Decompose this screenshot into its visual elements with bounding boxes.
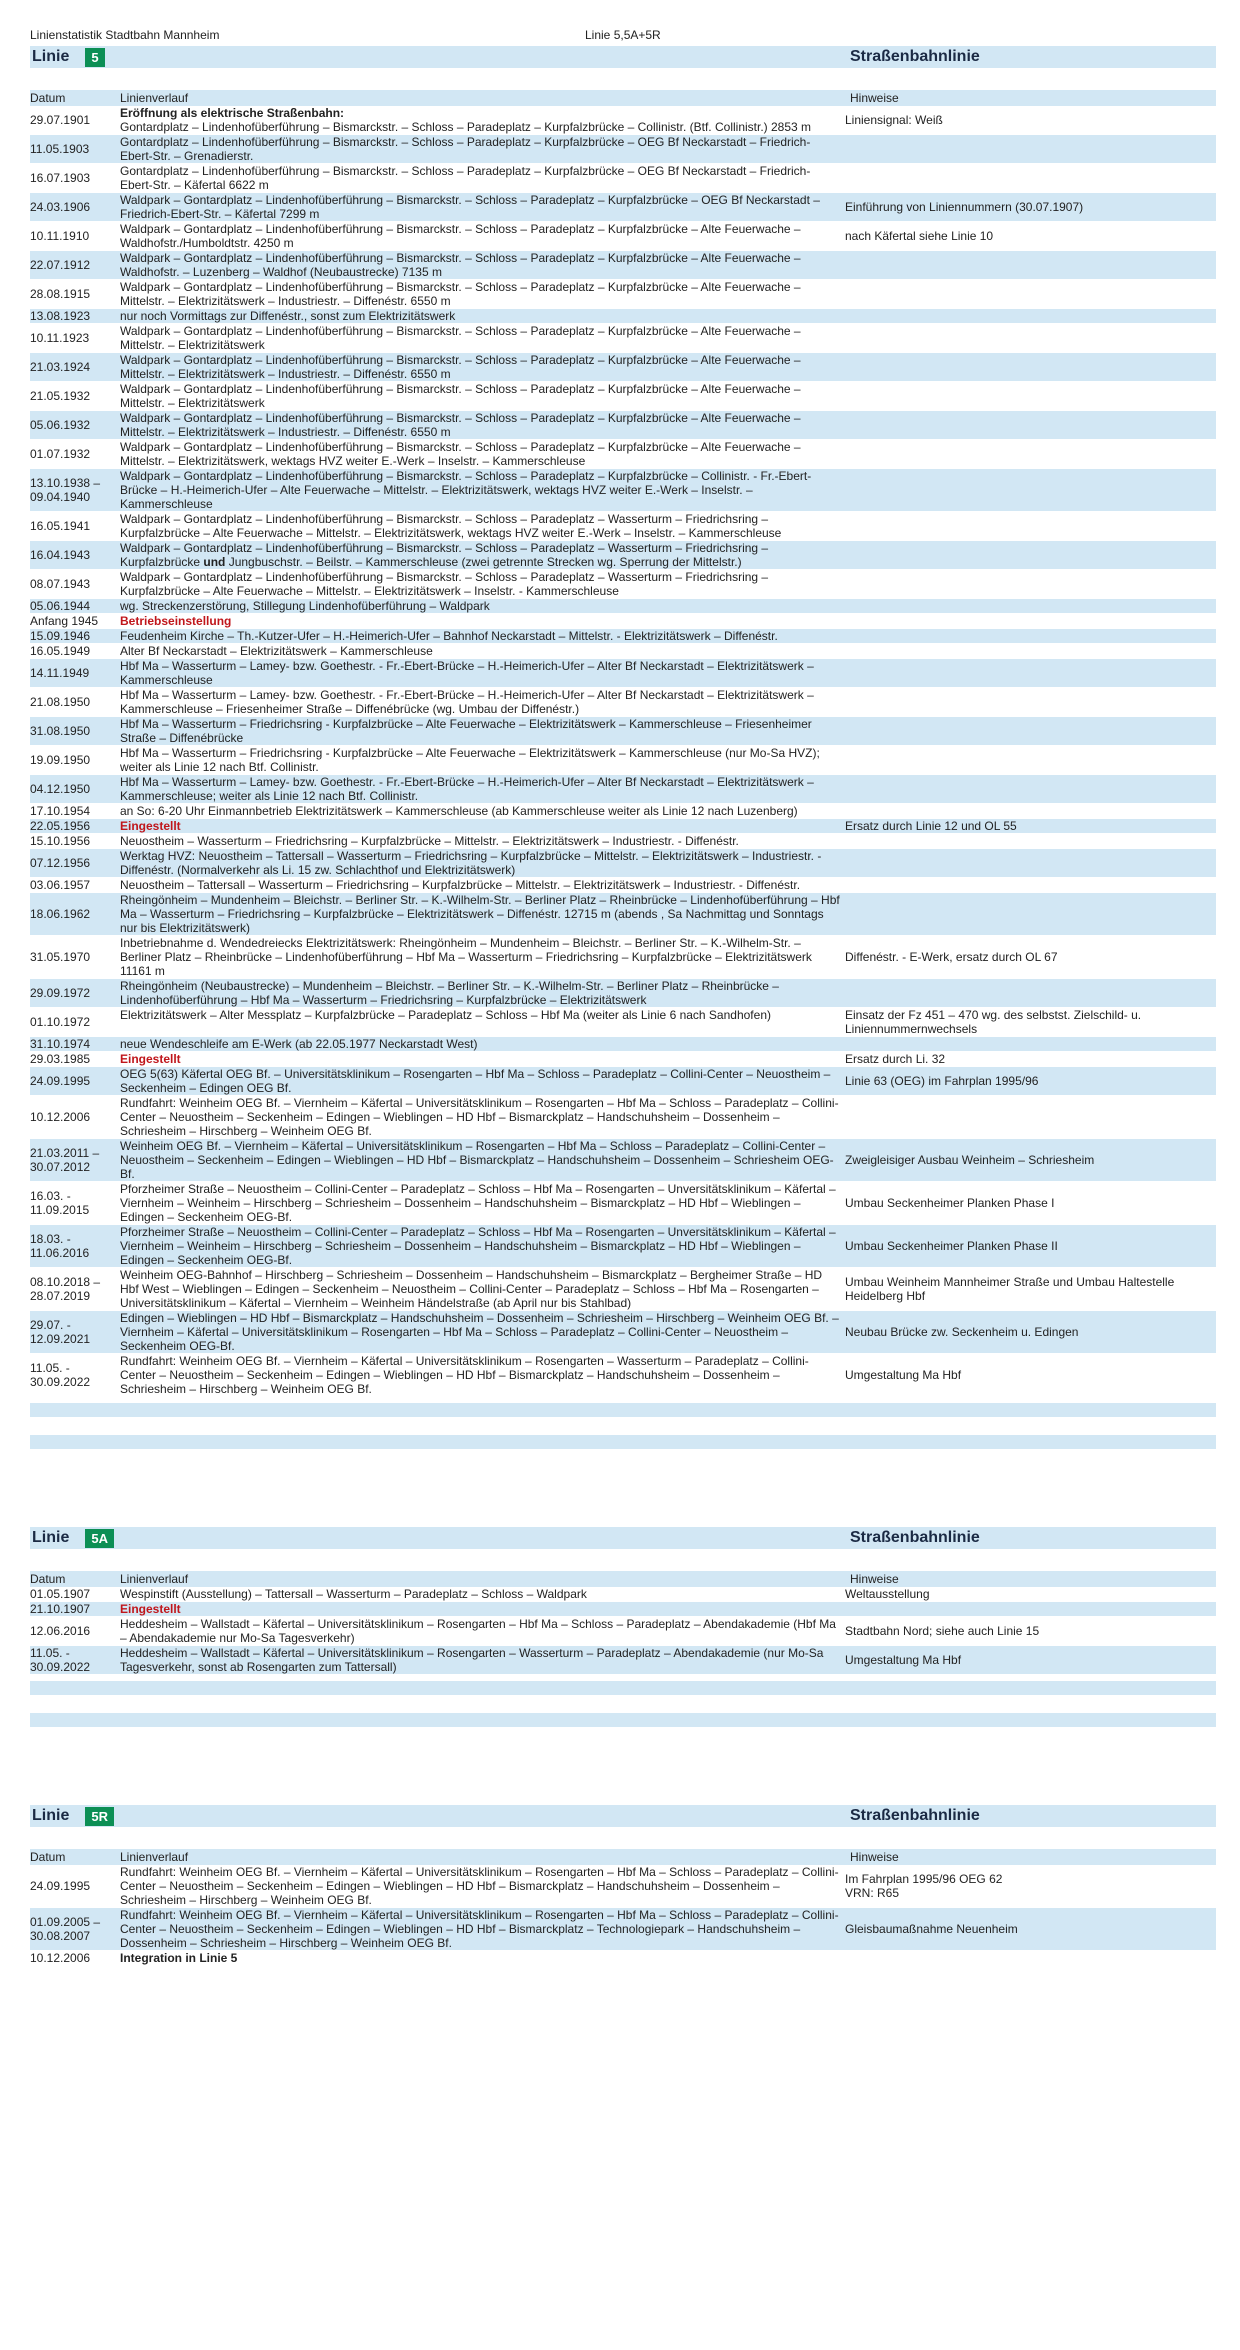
row-note	[840, 309, 1216, 324]
column-date: Datum	[30, 1850, 66, 1864]
row-date: 11.05. - 30.09.2022	[30, 1646, 120, 1675]
column-date: Datum	[30, 91, 66, 105]
row-note: Zweigleisiger Ausbau Weinheim – Schriesheim	[840, 1139, 1216, 1182]
row-date: 21.05.1932	[30, 382, 120, 411]
empty-band	[30, 1713, 1216, 1727]
row-note: Einsatz der Fz 451 – 470 wg. des selbstst. Zielschild- u. Liniennummernwechsels	[840, 1008, 1216, 1037]
row-route: Pforzheimer Straße – Neuostheim – Collini-Center – Paradeplatz – Schloss – Hbf Ma – Rosengarten – Unversitätsklinikum – Käfertal – Viernheim – Weinheim – Hirschberg – Schriesheim – Dossenheim – Handschuhsheim – Bismarckplatz – HD Hbf – Wieblingen – Edingen – Seckenheim OEG-Bf.	[120, 1182, 840, 1225]
row-date: 28.08.1915	[30, 280, 120, 309]
row-route: Alter Bf Neckarstadt – Elektrizitätswerk – Kammerschleuse	[120, 644, 840, 659]
row-route: Hbf Ma – Wasserturm – Lamey- bzw. Goethestr. - Fr.-Ebert-Brücke – H.-Heimerich-Ufer – Alter Bf Neckarstadt – Elektrizitätswerk – Kammerschleuse	[120, 659, 840, 688]
column-header-row	[30, 90, 1216, 106]
row-date: 16.03. - 11.09.2015	[30, 1182, 120, 1225]
table-row	[30, 135, 1216, 164]
row-note	[840, 570, 1216, 599]
row-date: 22.07.1912	[30, 251, 120, 280]
line-title: Straßenbahnlinie	[850, 1807, 980, 1824]
row-note: Umgestaltung Ma Hbf	[840, 1354, 1216, 1397]
route-bold-text: Eröffnung als elektrische Straßenbahn:	[120, 106, 345, 120]
empty-band	[30, 1403, 1216, 1417]
row-route: Pforzheimer Straße – Neuostheim – Collini-Center – Paradeplatz – Schloss – Hbf Ma – Rosengarten – Unversitätsklinikum – Käfertal – Viernheim – Weinheim – Hirschberg – Schriesheim – Dossenheim – Handschuhsheim – Bismarckplatz – HD Hbf – Wieblingen – Edingen – Seckenheim OEG-Bf.	[120, 1225, 840, 1268]
line-title: Straßenbahnlinie	[850, 48, 980, 65]
table-row	[30, 614, 1216, 629]
route-bold-word: und	[203, 555, 226, 569]
row-date: 10.11.1923	[30, 324, 120, 353]
route-bold-text: Integration in Linie 5	[120, 1951, 238, 1965]
table-row	[30, 222, 1216, 251]
row-route: Heddesheim – Wallstadt – Käfertal – Universitätsklinikum – Rosengarten – Hbf Ma – Schloss – Paradeplatz – Abendakademie (Hbf Ma – Abendakademie nur Mo-Sa Tagesverkehr)	[120, 1617, 840, 1646]
row-date: 05.06.1932	[30, 411, 120, 440]
row-note	[840, 135, 1216, 164]
row-date: 05.06.1944	[30, 599, 120, 614]
row-date: 15.09.1946	[30, 629, 120, 644]
row-note: Umgestaltung Ma Hbf	[840, 1646, 1216, 1675]
row-date: 01.10.1972	[30, 1008, 120, 1037]
row-date: 21.03.1924	[30, 353, 120, 382]
row-route: Hbf Ma – Wasserturm – Friedrichsring - Kurpfalzbrücke – Alte Feuerwache – Elektrizitätswerk – Kammerschleuse – Friesenheimer Straße – Diffenébrücke	[120, 717, 840, 746]
row-route: Heddesheim – Wallstadt – Käfertal – Universitätsklinikum – Rosengarten – Wasserturm – Paradeplatz – Abendakademie (nur Mo-Sa Tagesverkehr, sonst ab Rosengarten zum Tattersall)	[120, 1646, 840, 1675]
line-section	[30, 46, 1216, 1449]
row-route: Wespinstift (Ausstellung) – Tattersall – Wasserturm – Paradeplatz – Schloss – Waldpark	[120, 1587, 840, 1602]
table-row	[30, 1096, 1216, 1139]
empty-band	[30, 1435, 1216, 1449]
row-note	[840, 251, 1216, 280]
row-route: Waldpark – Gontardplatz – Lindenhofüberführung – Bismarckstr. – Schloss – Paradeplatz – Kurpfalzbrücke – Alte Feuerwache – Mittelstr. – Elektrizitätswerk – Industriestr. – Diffenéstr. 6550 m	[120, 280, 840, 309]
row-route: Waldpark – Gontardplatz – Lindenhofüberführung – Bismarckstr. – Schloss – Paradeplatz – Kurpfalzbrücke – OEG Bf Neckarstadt – Friedrich-Ebert-Str. – Käfertal 7299 m	[120, 193, 840, 222]
row-note	[840, 849, 1216, 878]
row-date: 11.05. - 30.09.2022	[30, 1354, 120, 1397]
row-date: 19.09.1950	[30, 746, 120, 775]
row-route	[120, 1602, 840, 1617]
header-gap	[30, 1549, 1216, 1571]
table-row	[30, 309, 1216, 324]
table-row	[30, 1008, 1216, 1037]
header-gap	[30, 1827, 1216, 1849]
row-note: Einführung von Liniennummern (30.07.1907)	[840, 193, 1216, 222]
row-route: Rundfahrt: Weinheim OEG Bf. – Viernheim – Käfertal – Universitätsklinikum – Rosengarten – Hbf Ma – Schloss – Paradeplatz – Collini-Center – Neuostheim – Seckenheim – Edingen – Wieblingen – HD Hbf – Bismarckplatz – Handschuhsheim – Dossenheim – Schriesheim – Hirschberg – Weinheim OEG Bf.	[120, 1865, 839, 1907]
row-date: 16.04.1943	[30, 541, 120, 570]
row-date: 13.08.1923	[30, 309, 120, 324]
table-row	[30, 936, 1216, 979]
row-date: 21.08.1950	[30, 688, 120, 717]
line-label: Linie	[32, 1807, 70, 1824]
row-note: Ersatz durch Linie 12 und OL 55	[840, 819, 1216, 834]
row-route: Inbetriebnahme d. Wendedreiecks Elektrizitätswerk: Rheingönheim – Mundenheim – Bleichstr. – Berliner Str. – K.-Wilhelm-Str. – Berliner Platz – Rheinbrücke – Lindenhofüberführung – Hbf Ma – Wasserturm – Friedrichsring – Kurpfalzbrücke – Elektrizitätswerk 11161 m	[120, 936, 840, 979]
route-status-text: Eingestellt	[120, 1602, 181, 1616]
row-date: 29.07. - 12.09.2021	[30, 1311, 120, 1354]
header-center: Linie 5,5A+5R	[585, 28, 661, 42]
row-route: Gontardplatz – Lindenhofüberführung – Bismarckstr. – Schloss – Paradeplatz – Kurpfalzbrücke – OEG Bf Neckarstadt – Friedrich-Ebert-Str. – Käfertal 6622 m	[120, 164, 840, 193]
table-row	[30, 1225, 1216, 1268]
row-note	[840, 688, 1216, 717]
table-row	[30, 979, 1216, 1008]
row-route: Gontardplatz – Lindenhofüberführung – Bismarckstr. – Schloss – Paradeplatz – Kurpfalzbrücke – OEG Bf Neckarstadt – Friedrich-Ebert-Str. – Grenadierstr.	[120, 135, 840, 164]
row-date: 03.06.1957	[30, 878, 120, 893]
header-left: Linienstatistik Stadtbahn Mannheim	[30, 28, 220, 42]
table-row	[30, 541, 1216, 570]
table-row	[30, 1182, 1216, 1225]
column-notes: Hinweise	[850, 1850, 899, 1864]
page-header	[30, 28, 1216, 44]
row-note	[840, 1096, 1216, 1139]
table-row	[30, 849, 1216, 878]
table-row	[30, 629, 1216, 644]
row-route: Waldpark – Gontardplatz – Lindenhofüberführung – Bismarckstr. – Schloss – Paradeplatz – Kurpfalzbrücke – Alte Feuerwache – Waldhofstr./Humboldtstr. 4250 m	[120, 222, 840, 251]
table-row	[30, 659, 1216, 688]
row-note: nach Käfertal siehe Linie 10	[840, 222, 1216, 251]
row-note	[840, 541, 1216, 570]
table-row	[30, 1037, 1216, 1052]
row-date: 11.05.1903	[30, 135, 120, 164]
row-route: Neuostheim – Tattersall – Wasserturm – Friedrichsring – Kurpfalzbrücke – Mittelstr. – Elektrizitätswerk – Industriestr. - Diffenéstr.	[120, 878, 840, 893]
history-table	[30, 106, 1216, 1397]
table-row	[30, 324, 1216, 353]
table-row	[30, 878, 1216, 893]
route-status-text: Eingestellt	[120, 1052, 181, 1066]
row-route	[120, 819, 840, 834]
row-note: Umbau Weinheim Mannheimer Straße und Umbau Haltestelle Heidelberg Hbf	[840, 1268, 1216, 1311]
line-section	[30, 1727, 1216, 1966]
table-row	[30, 280, 1216, 309]
line-title: Straßenbahnlinie	[850, 1529, 980, 1546]
row-route: Feudenheim Kirche – Th.-Kutzer-Ufer – H.-Heimerich-Ufer – Bahnhof Neckarstadt – Mittelstr. - Elektrizitätswerk – Diffenéstr.	[120, 629, 840, 644]
row-date: 10.12.2006	[30, 1951, 120, 1966]
row-route: Waldpark – Gontardplatz – Lindenhofüberführung – Bismarckstr. – Schloss – Paradeplatz – Wasserturm – Friedrichsring – Kurpfalzbrücke – Alte Feuerwache – Mittelstr. – Elektrizitätswerk, wektags HVZ weiter E.-Werk – Inselstr. – Kammerschleuse	[120, 512, 840, 541]
row-note	[840, 1037, 1216, 1052]
row-date: 15.10.1956	[30, 834, 120, 849]
table-row	[30, 469, 1216, 512]
row-note: Ersatz durch Li. 32	[840, 1052, 1216, 1067]
row-route: Edingen – Wieblingen – HD Hbf – Bismarckplatz – Handschuhsheim – Dossenheim – Schriesheim – Hirschberg – Weinheim OEG Bf. – Viernheim – Käfertal – Universitätsklinikum – Rosengarten – Hbf Ma – Schloss – Paradeplatz – Collini-Center – Neuostheim – Seckenheim OEG-Bf.	[120, 1311, 839, 1353]
table-row	[30, 834, 1216, 849]
table-row	[30, 1311, 1216, 1354]
row-date: 14.11.1949	[30, 659, 120, 688]
row-date: 29.07.1901	[30, 106, 120, 135]
table-row	[30, 440, 1216, 469]
row-route: wg. Streckenzerstörung, Stillegung Lindenhofüberführung – Waldpark	[120, 599, 840, 614]
route-status-text: Betriebseinstellung	[120, 614, 232, 628]
row-note: Neubau Brücke zw. Seckenheim u. Edingen	[840, 1311, 1216, 1354]
row-note: Umbau Seckenheimer Planken Phase I	[840, 1182, 1216, 1225]
table-row	[30, 746, 1216, 775]
row-note	[840, 469, 1216, 512]
row-route: Weinheim OEG-Bahnhof – Hirschberg – Schriesheim – Dossenheim – Handschuhsheim – Bismarckplatz – Bergheimer Straße – HD Hbf West – Wieblingen – Edingen – Seckenheim – Neuostheim – Collini-Center – Paradeplatz – Schloss – Hbf Ma – Rosengarten – Universitätsklinikum – Käfertal – Viernheim – Weinheim Händelstraße (ab April nur bis Stahlbad)	[120, 1268, 840, 1311]
table-row	[30, 775, 1216, 804]
row-route: Werktag HVZ: Neuostheim – Tattersall – Wasserturm – Friedrichsring – Kurpfalzbrücke – Mittelstr. – Elektrizitätswerk – Industriestr. - Diffenéstr. (Normalverkehr als Li. 15 zw. Schlachthof und Elektrizitätswerk)	[120, 849, 840, 878]
row-route: Weinheim OEG Bf. – Viernheim – Käfertal – Universitätsklinikum – Rosengarten – Hbf Ma – Schloss – Paradeplatz – Collini-Center – Neuostheim – Seckenheim – Edingen – Wieblingen – HD Hbf – Bismarckplatz – Handschuhsheim – Dossenheim – Schriesheim OEG-Bf.	[120, 1139, 840, 1182]
row-route: Waldpark – Gontardplatz – Lindenhofüberführung – Bismarckstr. – Schloss – Paradeplatz – Wasserturm – Friedrichsring – Kurpfalzbrücke – Alte Feuerwache – Mittelstr. – Elektrizitätswerk – Inselstr. - Kammerschleuse	[120, 570, 840, 599]
row-route: nur noch Vormittags zur Diffenéstr., sonst zum Elektrizitätswerk	[120, 309, 840, 324]
line-label: Linie	[32, 1529, 70, 1546]
row-note	[840, 324, 1216, 353]
row-date: 22.05.1956	[30, 819, 120, 834]
row-date: 21.10.1907	[30, 1602, 120, 1617]
line-badge: 5	[85, 48, 104, 67]
history-table	[30, 1587, 1216, 1675]
row-note	[840, 893, 1216, 936]
table-row	[30, 893, 1216, 936]
row-note: Stadtbahn Nord; siehe auch Linie 15	[840, 1617, 1216, 1646]
column-date: Datum	[30, 1572, 66, 1586]
sections	[30, 46, 1216, 1966]
table-row	[30, 1354, 1216, 1397]
row-route: Elektrizitätswerk – Alter Messplatz – Kurpfalzbrücke – Paradeplatz – Schloss – Hbf Ma (weiter als Linie 6 nach Sandhofen)	[120, 1008, 840, 1037]
table-row	[30, 106, 1216, 135]
row-date: 16.07.1903	[30, 164, 120, 193]
row-date: 29.03.1985	[30, 1052, 120, 1067]
row-date: 13.10.1938 – 09.04.1940	[30, 469, 120, 512]
row-note	[840, 878, 1216, 893]
row-note	[840, 804, 1216, 819]
column-header-row	[30, 1849, 1216, 1865]
row-date: 24.03.1906	[30, 193, 120, 222]
row-date: 08.10.2018 – 28.07.2019	[30, 1268, 120, 1311]
row-date: 21.03.2011 – 30.07.2012	[30, 1139, 120, 1182]
table-row	[30, 570, 1216, 599]
table-row	[30, 717, 1216, 746]
row-route: neue Wendeschleife am E-Werk (ab 22.05.1977 Neckarstadt West)	[120, 1037, 840, 1052]
line-label: Linie	[32, 48, 70, 65]
table-row	[30, 164, 1216, 193]
row-note	[840, 164, 1216, 193]
table-row	[30, 1268, 1216, 1311]
column-notes: Hinweise	[850, 1572, 899, 1586]
row-note: Liniensignal: Weiß	[840, 106, 1216, 135]
row-route: Waldpark – Gontardplatz – Lindenhofüberführung – Bismarckstr. – Schloss – Paradeplatz – Kurpfalzbrücke – Alte Feuerwache – Mittelstr. – Elektrizitätswerk – Industriestr. – Diffenéstr. 6550 m	[120, 411, 840, 440]
row-date: 04.12.1950	[30, 775, 120, 804]
row-date: 31.08.1950	[30, 717, 120, 746]
row-note	[840, 775, 1216, 804]
row-note: Linie 63 (OEG) im Fahrplan 1995/96	[840, 1067, 1216, 1096]
row-date: 16.05.1949	[30, 644, 120, 659]
table-row	[30, 1587, 1216, 1602]
row-route: Rheingönheim – Mundenheim – Bleichstr. – Berliner Str. – K.-Wilhelm-Str. – Berliner Platz – Rheinbrücke – Lindenhofüberführung – Hbf Ma – Wasserturm – Friedrichsring – Kurpfalzbrücke – Elektrizitätswerk – Diffenéstr. 12715 m (abends , Sa Nachmittag und Sonntags nur bis Elektrizitätswerk)	[120, 893, 840, 935]
row-route	[120, 614, 840, 629]
row-note	[840, 1951, 1216, 1966]
row-route: Hbf Ma – Wasserturm – Lamey- bzw. Goethestr. - Fr.-Ebert-Brücke – H.-Heimerich-Ufer – Alter Bf Neckarstadt – Elektrizitätswerk – Kammerschleuse – Friesenheimer Straße – Diffenébrücke (wg. Umbau der Diffenéstr.)	[120, 688, 840, 717]
line-badge: 5R	[85, 1807, 114, 1826]
row-route: Rheingönheim (Neubaustrecke) – Mundenheim – Bleichstr. – Berliner Str. – K.-Wilhelm-Str. – Berliner Platz – Rheinbrücke – Lindenhofüberführung – Hbf Ma – Wasserturm – Friedrichsring – Kurpfalzbrücke – Elektrizitätswerk	[120, 979, 840, 1008]
row-route: Rundfahrt: Weinheim OEG Bf. – Viernheim – Käfertal – Universitätsklinikum – Rosengarten – Hbf Ma – Schloss – Paradeplatz – Collini-Center – Neuostheim – Seckenheim – Edingen – Wieblingen – HD Hbf – Bismarckplatz – Technologiepark – Handschuhsheim – Dossenheim – Schriesheim – Hirschberg – Weinheim OEG Bf.	[120, 1908, 839, 1950]
line-section	[30, 1449, 1216, 1727]
column-route: Linienverlauf	[120, 1850, 189, 1864]
row-route: Waldpark – Gontardplatz – Lindenhofüberführung – Bismarckstr. – Schloss – Paradeplatz – Kurpfalzbrücke – Alte Feuerwache – Mittelstr. – Elektrizitätswerk	[120, 382, 840, 411]
table-row	[30, 688, 1216, 717]
row-route: Rundfahrt: Weinheim OEG Bf. – Viernheim – Käfertal – Universitätsklinikum – Rosengarten – Wasserturm – Paradeplatz – Collini-Center – Neuostheim – Seckenheim – Edingen – Wieblingen – HD Hbf – Bismarckplatz – Handschuhsheim – Dossenheim – Schriesheim – Hirschberg – Weinheim OEG Bf.	[120, 1354, 840, 1397]
row-note: Weltausstellung	[840, 1587, 1216, 1602]
header-gap	[30, 68, 1216, 90]
line-header	[30, 1527, 1216, 1549]
table-row	[30, 1646, 1216, 1675]
row-date: 01.09.2005 – 30.08.2007	[30, 1908, 120, 1951]
row-route: Hbf Ma – Wasserturm – Lamey- bzw. Goethestr. - Fr.-Ebert-Brücke – H.-Heimerich-Ufer – Alter Bf Neckarstadt – Elektrizitätswerk – Kammerschleuse; weiter als Linie 12 nach Btf. Collinistr.	[120, 775, 840, 804]
table-row	[30, 382, 1216, 411]
row-note	[840, 614, 1216, 629]
table-row	[30, 251, 1216, 280]
table-row	[30, 1951, 1216, 1966]
history-table	[30, 1865, 1216, 1966]
row-note	[840, 440, 1216, 469]
line-badge: 5A	[85, 1529, 114, 1548]
table-row	[30, 1139, 1216, 1182]
table-row	[30, 193, 1216, 222]
row-date: 17.10.1954	[30, 804, 120, 819]
line-header	[30, 46, 1216, 68]
line-header	[30, 1805, 1216, 1827]
row-route: Waldpark – Gontardplatz – Lindenhofüberführung – Bismarckstr. – Schloss – Paradeplatz – Kurpfalzbrücke – Alte Feuerwache – Mittelstr. – Elektrizitätswerk – Industriestr. – Diffenéstr. 6550 m	[120, 353, 840, 382]
row-note	[840, 746, 1216, 775]
row-note	[840, 512, 1216, 541]
row-note: Gleisbaumaßnahme Neuenheim	[840, 1908, 1216, 1951]
table-row	[30, 1067, 1216, 1096]
row-route: Waldpark – Gontardplatz – Lindenhofüberführung – Bismarckstr. – Schloss – Paradeplatz – Kurpfalzbrücke – Alte Feuerwache – Waldhofstr. – Luzenberg – Waldhof (Neubaustrecke) 7135 m	[120, 251, 840, 280]
table-row	[30, 1617, 1216, 1646]
table-row	[30, 512, 1216, 541]
row-date: 18.06.1962	[30, 893, 120, 936]
row-date: 01.05.1907	[30, 1587, 120, 1602]
row-note	[840, 659, 1216, 688]
row-route	[120, 1052, 840, 1067]
table-row	[30, 1865, 1216, 1908]
table-row	[30, 804, 1216, 819]
row-note	[840, 834, 1216, 849]
row-route: Hbf Ma – Wasserturm – Friedrichsring - Kurpfalzbrücke – Alte Feuerwache – Elektrizitätswerk – Kammerschleuse (nur Mo-Sa HVZ); weiter als Linie 12 nach Btf. Collinistr.	[120, 746, 840, 775]
table-row	[30, 1908, 1216, 1951]
row-route: Waldpark – Gontardplatz – Lindenhofüberführung – Bismarckstr. – Schloss – Paradeplatz – Kurpfalzbrücke – Alte Feuerwache – Mittelstr. – Elektrizitätswerk	[120, 324, 840, 353]
table-row	[30, 1052, 1216, 1067]
route-status-text: Eingestellt	[120, 819, 181, 833]
row-route	[120, 1951, 840, 1966]
row-route: OEG 5(63) Käfertal OEG Bf. – Universitätsklinikum – Rosengarten – Hbf Ma – Schloss – Paradeplatz – Collini-Center – Neuostheim – Seckenheim – Edingen OEG Bf.	[120, 1067, 840, 1096]
row-date: 24.09.1995	[30, 1067, 120, 1096]
row-note	[840, 644, 1216, 659]
row-date: 07.12.1956	[30, 849, 120, 878]
row-note	[840, 382, 1216, 411]
row-date: 12.06.2016	[30, 1617, 120, 1646]
document-page	[30, 28, 1216, 1966]
section-spacer	[30, 1449, 1216, 1525]
row-date: 31.10.1974	[30, 1037, 120, 1052]
row-route: Neuostheim – Wasserturm – Friedrichsring – Kurpfalzbrücke – Mittelstr. – Elektrizitätswerk – Industriestr. - Diffenéstr.	[120, 834, 840, 849]
row-note	[840, 979, 1216, 1008]
table-row	[30, 411, 1216, 440]
row-date: 31.05.1970	[30, 936, 120, 979]
table-row	[30, 644, 1216, 659]
row-note	[840, 599, 1216, 614]
column-notes: Hinweise	[850, 91, 899, 105]
row-note	[840, 1602, 1216, 1617]
row-date: 29.09.1972	[30, 979, 120, 1008]
empty-band	[30, 1681, 1216, 1695]
row-date: 24.09.1995	[30, 1865, 120, 1908]
table-row	[30, 353, 1216, 382]
row-date: Anfang 1945	[30, 614, 120, 629]
table-row	[30, 819, 1216, 834]
section-spacer	[30, 1727, 1216, 1803]
row-date: 08.07.1943	[30, 570, 120, 599]
row-note: Diffenéstr. - E-Werk, ersatz durch OL 67	[840, 936, 1216, 979]
row-note	[840, 411, 1216, 440]
column-route: Linienverlauf	[120, 91, 189, 105]
row-date: 01.07.1932	[30, 440, 120, 469]
row-route: Waldpark – Gontardplatz – Lindenhofüberführung – Bismarckstr. – Schloss – Paradeplatz – Wasserturm – Friedrichsring – Kurpfalzbrücke und Jungbuschstr. – Beilstr. – Kammerschleuse (zwei getrennte Strecken wg. Sperrung der Mittelstr.)	[120, 541, 840, 570]
table-row	[30, 1602, 1216, 1617]
row-route: Eröffnung als elektrische Straßenbahn: Gontardplatz – Lindenhofüberführung – Bismarckstr. – Schloss – Paradeplatz – Kurpfalzbrücke – Collinistr. (Btf. Collinistr.) 2853 m	[120, 106, 840, 135]
row-date: 16.05.1941	[30, 512, 120, 541]
row-route: Rundfahrt: Weinheim OEG Bf. – Viernheim – Käfertal – Universitätsklinikum – Rosengarten – Hbf Ma – Schloss – Paradeplatz – Collini-Center – Neuostheim – Seckenheim – Edingen – Wieblingen – HD Hbf – Bismarckplatz – Handschuhsheim – Dossenheim – Schriesheim – Hirschberg – Weinheim OEG Bf.	[120, 1096, 839, 1138]
row-note: Im Fahrplan 1995/96 OEG 62 VRN: R65	[840, 1865, 1216, 1908]
row-date: 10.12.2006	[30, 1096, 120, 1139]
row-note	[840, 717, 1216, 746]
row-note	[840, 280, 1216, 309]
column-route: Linienverlauf	[120, 1572, 189, 1586]
row-note: Umbau Seckenheimer Planken Phase II	[840, 1225, 1216, 1268]
row-note	[840, 629, 1216, 644]
row-note	[840, 353, 1216, 382]
row-route: Waldpark – Gontardplatz – Lindenhofüberführung – Bismarckstr. – Schloss – Paradeplatz – Kurpfalzbrücke – Alte Feuerwache – Mittelstr. – Elektrizitätswerk, wektags HVZ weiter E.-Werk – Inselstr. – Kammerschleuse	[120, 440, 840, 469]
row-route: Waldpark – Gontardplatz – Lindenhofüberführung – Bismarckstr. – Schloss – Paradeplatz – Kurpfalzbrücke – Collinistr. - Fr.-Ebert-Brücke – H.-Heimerich-Ufer – Alte Feuerwache – Mittelstr. – Elektrizitätswerk, wektags HVZ weiter E.-Werk – Inselstr. – Kammerschleuse	[120, 469, 840, 512]
column-header-row	[30, 1571, 1216, 1587]
row-date: 10.11.1910	[30, 222, 120, 251]
row-route: an So: 6-20 Uhr Einmannbetrieb Elektrizitätswerk – Kammerschleuse (ab Kammerschleuse weiter als Linie 12 nach Luzenberg)	[120, 804, 840, 819]
row-date: 18.03. - 11.06.2016	[30, 1225, 120, 1268]
table-row	[30, 599, 1216, 614]
